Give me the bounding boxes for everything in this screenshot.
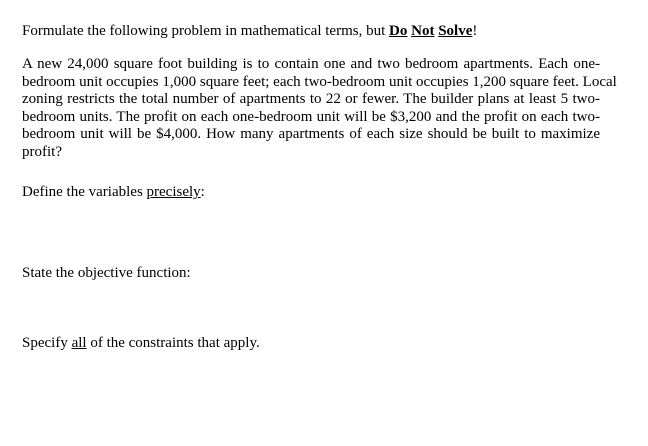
problem-line: profit?	[22, 143, 62, 160]
variables-prompt-text: Define the variables	[22, 184, 147, 200]
problem-line: bedroom unit occupies 1,000 square feet; each two-bedroom unit occupies 1,200 square feet. Local	[22, 73, 617, 90]
problem-paragraph	[22, 56, 617, 162]
problem-line: zoning restricts the total number of apartments to 22 or fewer. The builder plans at least 5 two-	[22, 91, 600, 108]
constraints-prompt-text: Specify	[22, 335, 72, 351]
emphasis-do: Do	[389, 23, 408, 39]
worksheet-page	[22, 0, 617, 446]
problem-line: bedroom unit will be $4,000. How many apartments of each size should be built to maximize	[22, 126, 600, 143]
variables-prompt-end: :	[200, 184, 205, 200]
constraints-prompt	[22, 334, 260, 352]
objective-prompt: State the objective function:	[22, 265, 191, 281]
constraints-prompt-end: of the constraints that apply.	[86, 335, 260, 351]
instruction-end: !	[472, 23, 478, 39]
variables-prompt	[22, 183, 205, 201]
variables-prompt-underlined: precisely	[146, 184, 201, 200]
instruction-line	[22, 22, 477, 40]
emphasis-not: Not	[411, 23, 435, 39]
instruction-text: Formulate the following problem in mathematical terms, but	[22, 23, 390, 39]
problem-line: A new 24,000 square foot building is to contain one and two bedroom apartments. Each one-	[22, 56, 600, 72]
emphasis-solve: Solve	[438, 23, 473, 39]
constraints-prompt-underlined: all	[71, 335, 87, 351]
problem-line: bedroom units. The profit on each one-bedroom unit will be $3,200 and the profit on each two-	[22, 108, 600, 125]
